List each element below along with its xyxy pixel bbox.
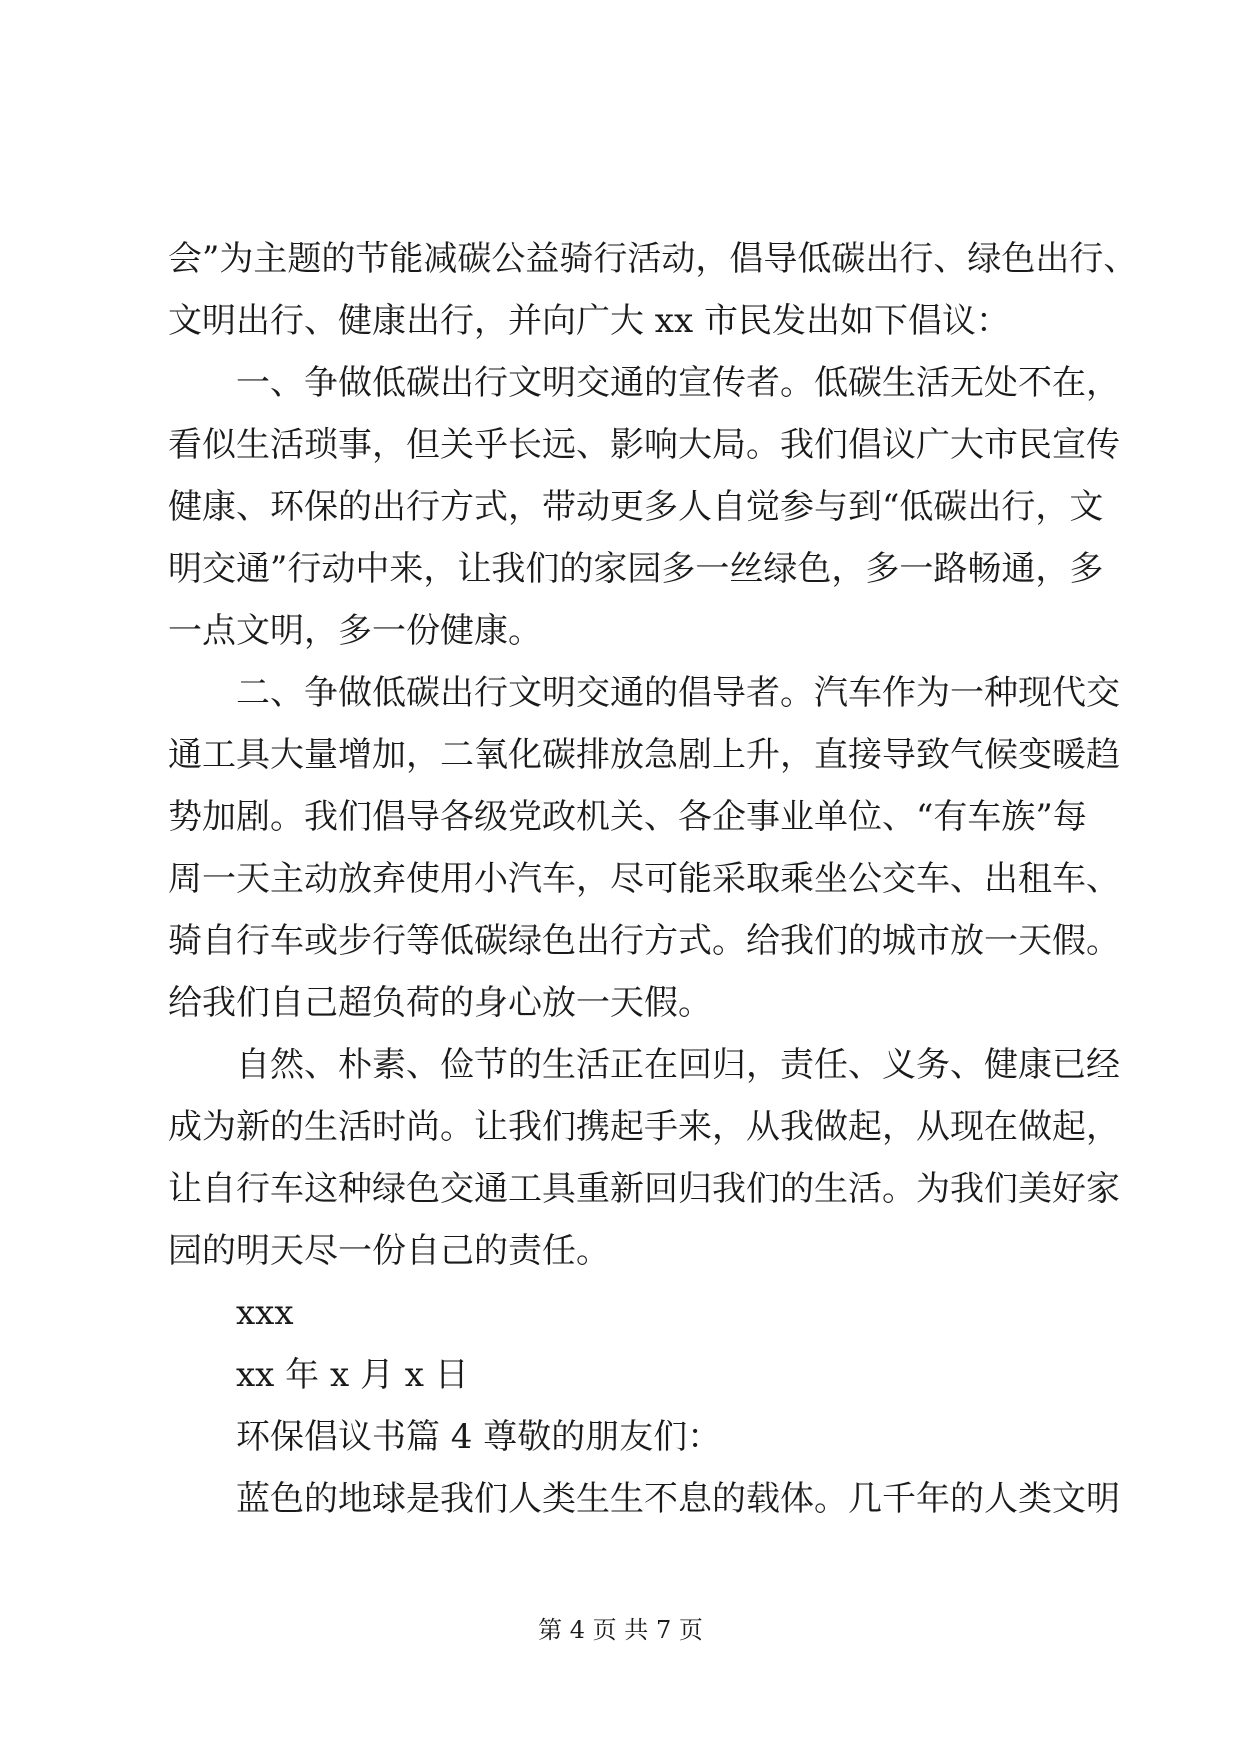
page-footer: 第 4 页 共 7 页	[538, 1616, 703, 1644]
text-line: 势加剧。我们倡导各级党政机关、各企事业单位、“有车族”每	[168, 797, 1087, 837]
text-line: 健康、环保的出行方式，带动更多人自觉参与到“低碳出行，文	[168, 487, 1104, 527]
signature-line: xxx	[236, 1293, 294, 1333]
paragraph-start-line: 自然、朴素、俭节的生活正在回归，责任、义务、健康已经	[236, 1045, 1120, 1085]
paragraph-start-line: 蓝色的地球是我们人类生生不息的载体。几千年的人类文明	[236, 1479, 1120, 1519]
text-line: 给我们自己超负荷的身心放一天假。	[168, 983, 712, 1023]
text-line: 通工具大量增加，二氧化碳排放急剧上升，直接导致气候变暖趋	[168, 735, 1120, 775]
text-line: 骑自行车或步行等低碳绿色出行方式。给我们的城市放一天假。	[168, 921, 1120, 961]
text-line: 看似生活琐事，但关乎长远、影响大局。我们倡议广大市民宣传	[168, 425, 1120, 465]
text-line: 明交通”行动中来，让我们的家园多一丝绿色，多一路畅通，多	[168, 549, 1104, 589]
paragraph-start-line: 二、争做低碳出行文明交通的倡导者。汽车作为一种现代交	[236, 673, 1120, 713]
text-line: 成为新的生活时尚。让我们携起手来，从我做起，从现在做起，	[168, 1107, 1120, 1147]
section-heading-line: 环保倡议书篇 4 尊敬的朋友们：	[236, 1417, 722, 1457]
text-line: 一点文明，多一份健康。	[168, 611, 542, 651]
text-line: 园的明天尽一份自己的责任。	[168, 1231, 610, 1271]
text-line: 让自行车这种绿色交通工具重新回归我们的生活。为我们美好家	[168, 1169, 1120, 1209]
text-line: 会”为主题的节能减碳公益骑行活动，倡导低碳出行、绿色出行、	[168, 239, 1138, 279]
date-line: xx 年 x 月 x 日	[236, 1355, 469, 1395]
text-line: 文明出行、健康出行，并向广大 xx 市民发出如下倡议：	[168, 301, 1010, 341]
text-line: 周一天主动放弃使用小汽车，尽可能采取乘坐公交车、出租车、	[168, 859, 1120, 899]
paragraph-start-line: 一、争做低碳出行文明交通的宣传者。低碳生活无处不在，	[236, 363, 1120, 403]
document-body	[168, 228, 1138, 1530]
